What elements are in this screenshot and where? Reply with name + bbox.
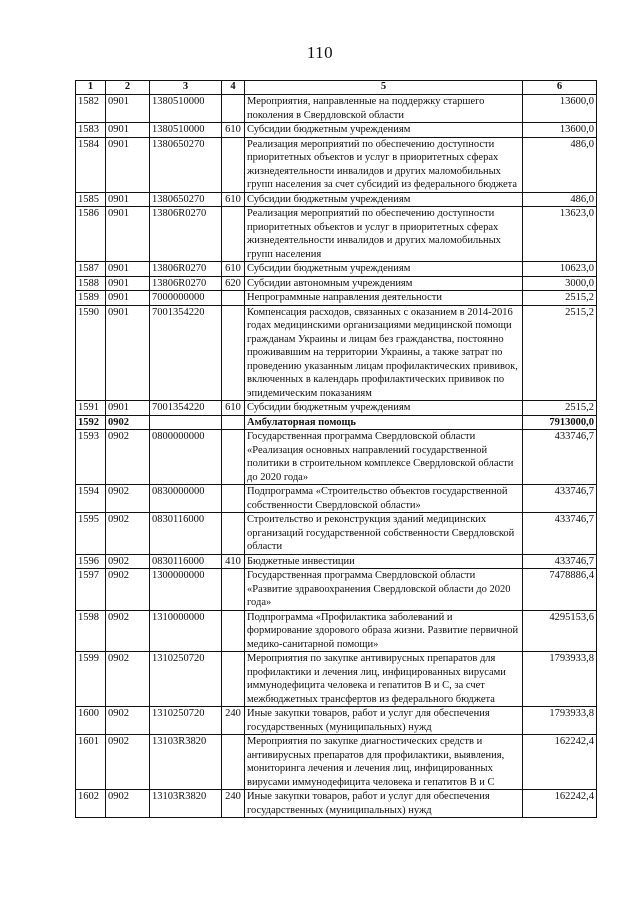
description-cell: Бюджетные инвестиции bbox=[245, 554, 523, 569]
description-cell: Непрограммные направления деятельности bbox=[245, 291, 523, 306]
column-header: 5 bbox=[245, 81, 523, 95]
row-number-cell: 1594 bbox=[76, 485, 106, 513]
section-code-cell: 0902 bbox=[106, 430, 150, 485]
expense-type-cell: 610 bbox=[222, 262, 245, 277]
amount-cell: 13600,0 bbox=[523, 95, 597, 123]
description-cell: Государственная программа Свердловской области «Развитие здравоохранения Свердловской области до 2020 года» bbox=[245, 569, 523, 611]
target-code-cell: 1310250720 bbox=[150, 707, 222, 735]
target-code-cell: 13806R0270 bbox=[150, 262, 222, 277]
row-number-cell: 1591 bbox=[76, 401, 106, 416]
target-code-cell: 7001354220 bbox=[150, 401, 222, 416]
section-code-cell: 0902 bbox=[106, 735, 150, 790]
amount-cell: 13600,0 bbox=[523, 123, 597, 138]
section-code-cell: 0901 bbox=[106, 291, 150, 306]
description-cell: Реализация мероприятий по обеспечению доступности приоритетных объектов и услуг в приоритетных сферах жизнедеятельности инвалидов и других маломобильных групп населения за счет субсидий из федерального бюджета bbox=[245, 137, 523, 192]
amount-cell: 4295153,6 bbox=[523, 610, 597, 652]
row-number-cell: 1584 bbox=[76, 137, 106, 192]
expense-type-cell: 610 bbox=[222, 123, 245, 138]
column-header: 6 bbox=[523, 81, 597, 95]
row-number-cell: 1598 bbox=[76, 610, 106, 652]
expense-type-cell bbox=[222, 305, 245, 401]
amount-cell: 2515,2 bbox=[523, 401, 597, 416]
table-row bbox=[76, 652, 597, 707]
section-code-cell: 0902 bbox=[106, 485, 150, 513]
table-row bbox=[76, 554, 597, 569]
table-row bbox=[76, 305, 597, 401]
target-code-cell: 1380510000 bbox=[150, 123, 222, 138]
description-cell: Субсидии бюджетным учреждениям bbox=[245, 123, 523, 138]
section-code-cell: 0902 bbox=[106, 652, 150, 707]
target-code-cell: 0830116000 bbox=[150, 513, 222, 555]
row-number-cell: 1592 bbox=[76, 415, 106, 430]
section-code-cell: 0901 bbox=[106, 192, 150, 207]
amount-cell: 1793933,8 bbox=[523, 707, 597, 735]
table-row bbox=[76, 707, 597, 735]
section-code-cell: 0902 bbox=[106, 569, 150, 611]
expense-type-cell: 610 bbox=[222, 401, 245, 416]
section-code-cell: 0901 bbox=[106, 207, 150, 262]
target-code-cell: 1380650270 bbox=[150, 192, 222, 207]
row-number-cell: 1593 bbox=[76, 430, 106, 485]
row-number-cell: 1599 bbox=[76, 652, 106, 707]
table-row bbox=[76, 207, 597, 262]
amount-cell: 3000,0 bbox=[523, 276, 597, 291]
row-number-cell: 1587 bbox=[76, 262, 106, 277]
description-cell: Иные закупки товаров, работ и услуг для обеспечения государственных (муниципальных) нужд bbox=[245, 790, 523, 818]
table-row bbox=[76, 192, 597, 207]
description-cell: Строительство и реконструкция зданий медицинских организаций государственной собственности Свердловской области bbox=[245, 513, 523, 555]
table-row bbox=[76, 95, 597, 123]
expense-type-cell bbox=[222, 610, 245, 652]
row-number-cell: 1585 bbox=[76, 192, 106, 207]
description-cell: Мероприятия, направленные на поддержку старшего поколения в Свердловской области bbox=[245, 95, 523, 123]
expense-type-cell bbox=[222, 415, 245, 430]
row-number-cell: 1586 bbox=[76, 207, 106, 262]
row-number-cell: 1600 bbox=[76, 707, 106, 735]
amount-cell: 7478886,4 bbox=[523, 569, 597, 611]
target-code-cell: 0830116000 bbox=[150, 554, 222, 569]
row-number-cell: 1595 bbox=[76, 513, 106, 555]
target-code-cell: 1310000000 bbox=[150, 610, 222, 652]
column-header: 4 bbox=[222, 81, 245, 95]
expense-type-cell: 620 bbox=[222, 276, 245, 291]
row-number-cell: 1583 bbox=[76, 123, 106, 138]
description-cell: Подпрограмма «Профилактика заболеваний и формирование здорового образа жизни. Развитие первичной медико-санитарной помощи» bbox=[245, 610, 523, 652]
table-row bbox=[76, 430, 597, 485]
table-row bbox=[76, 569, 597, 611]
section-code-cell: 0901 bbox=[106, 137, 150, 192]
description-cell: Субсидии бюджетным учреждениям bbox=[245, 401, 523, 416]
expense-type-cell bbox=[222, 430, 245, 485]
expense-type-cell bbox=[222, 95, 245, 123]
row-number-cell: 1596 bbox=[76, 554, 106, 569]
table-row bbox=[76, 262, 597, 277]
column-header: 3 bbox=[150, 81, 222, 95]
target-code-cell bbox=[150, 415, 222, 430]
header-row bbox=[76, 81, 597, 95]
column-header: 1 bbox=[76, 81, 106, 95]
description-cell: Субсидии бюджетным учреждениям bbox=[245, 262, 523, 277]
expense-type-cell: 240 bbox=[222, 707, 245, 735]
section-code-cell: 0901 bbox=[106, 305, 150, 401]
amount-cell: 433746,7 bbox=[523, 485, 597, 513]
description-cell: Компенсация расходов, связанных с оказанием в 2014-2016 годах медицинскими организациями медицинской помощи гражданам Украины и лицам без гражданства, постоянно проживавшим на территории Украины, а также затрат по проведению указанным лицам профилактических прививок, включенных в календарь профилактических прививок по эпидемическим показаниям bbox=[245, 305, 523, 401]
description-cell: Субсидии бюджетным учреждениям bbox=[245, 192, 523, 207]
amount-cell: 433746,7 bbox=[523, 554, 597, 569]
page-number: 110 bbox=[306, 43, 334, 62]
amount-cell: 13623,0 bbox=[523, 207, 597, 262]
table-row bbox=[76, 485, 597, 513]
section-code-cell: 0901 bbox=[106, 276, 150, 291]
expense-type-cell bbox=[222, 485, 245, 513]
expense-type-cell bbox=[222, 291, 245, 306]
description-cell: Государственная программа Свердловской области «Реализация основных направлений государственной политики в строительном комплексе Свердловской области до 2020 года» bbox=[245, 430, 523, 485]
section-code-cell: 0901 bbox=[106, 262, 150, 277]
target-code-cell: 13103R3820 bbox=[150, 735, 222, 790]
budget-table bbox=[75, 80, 597, 818]
amount-cell: 7913000,0 bbox=[523, 415, 597, 430]
amount-cell: 2515,2 bbox=[523, 305, 597, 401]
section-code-cell: 0902 bbox=[106, 554, 150, 569]
expense-type-cell bbox=[222, 652, 245, 707]
row-number-cell: 1602 bbox=[76, 790, 106, 818]
row-number-cell: 1582 bbox=[76, 95, 106, 123]
description-cell: Мероприятия по закупке антивирусных препаратов для профилактики и лечения лиц, инфицированных вирусами иммунодефицита человека и гепатитов В и С, за счет межбюджетных трансфертов из федерального бюджета bbox=[245, 652, 523, 707]
section-code-cell: 0902 bbox=[106, 415, 150, 430]
table-row bbox=[76, 415, 597, 430]
row-number-cell: 1588 bbox=[76, 276, 106, 291]
expense-type-cell: 410 bbox=[222, 554, 245, 569]
expense-type-cell bbox=[222, 137, 245, 192]
expense-type-cell: 610 bbox=[222, 192, 245, 207]
table-row bbox=[76, 401, 597, 416]
expense-type-cell bbox=[222, 207, 245, 262]
description-cell: Подпрограмма «Строительство объектов государственной собственности Свердловской области» bbox=[245, 485, 523, 513]
row-number-cell: 1590 bbox=[76, 305, 106, 401]
table-body bbox=[76, 95, 597, 818]
description-cell: Амбулаторная помощь bbox=[245, 415, 523, 430]
target-code-cell: 13103R3820 bbox=[150, 790, 222, 818]
section-code-cell: 0902 bbox=[106, 790, 150, 818]
amount-cell: 10623,0 bbox=[523, 262, 597, 277]
amount-cell: 1793933,8 bbox=[523, 652, 597, 707]
target-code-cell: 7001354220 bbox=[150, 305, 222, 401]
amount-cell: 486,0 bbox=[523, 192, 597, 207]
description-cell: Мероприятия по закупке диагностических средств и антивирусных препаратов для профилактики, выявления, мониторинга лечения и лечения лиц, инфицированных вирусами иммунодефицита человека и гепатитов В и С bbox=[245, 735, 523, 790]
table-row bbox=[76, 123, 597, 138]
table-row bbox=[76, 513, 597, 555]
section-code-cell: 0902 bbox=[106, 707, 150, 735]
section-code-cell: 0901 bbox=[106, 95, 150, 123]
column-header: 2 bbox=[106, 81, 150, 95]
amount-cell: 2515,2 bbox=[523, 291, 597, 306]
target-code-cell: 1310250720 bbox=[150, 652, 222, 707]
target-code-cell: 1380650270 bbox=[150, 137, 222, 192]
description-cell: Субсидии автономным учреждениям bbox=[245, 276, 523, 291]
section-code-cell: 0901 bbox=[106, 123, 150, 138]
target-code-cell: 0830000000 bbox=[150, 485, 222, 513]
section-code-cell: 0902 bbox=[106, 513, 150, 555]
target-code-cell: 7000000000 bbox=[150, 291, 222, 306]
row-number-cell: 1601 bbox=[76, 735, 106, 790]
expense-type-cell: 240 bbox=[222, 790, 245, 818]
target-code-cell: 1380510000 bbox=[150, 95, 222, 123]
row-number-cell: 1597 bbox=[76, 569, 106, 611]
expense-type-cell bbox=[222, 513, 245, 555]
amount-cell: 433746,7 bbox=[523, 513, 597, 555]
table-row bbox=[76, 735, 597, 790]
description-cell: Иные закупки товаров, работ и услуг для обеспечения государственных (муниципальных) нужд bbox=[245, 707, 523, 735]
section-code-cell: 0901 bbox=[106, 401, 150, 416]
section-code-cell: 0902 bbox=[106, 610, 150, 652]
amount-cell: 486,0 bbox=[523, 137, 597, 192]
amount-cell: 162242,4 bbox=[523, 790, 597, 818]
target-code-cell: 13806R0270 bbox=[150, 276, 222, 291]
row-number-cell: 1589 bbox=[76, 291, 106, 306]
table-row bbox=[76, 790, 597, 818]
description-cell: Реализация мероприятий по обеспечению доступности приоритетных объектов и услуг в приоритетных сферах жизнедеятельности инвалидов и других маломобильных групп населения bbox=[245, 207, 523, 262]
amount-cell: 433746,7 bbox=[523, 430, 597, 485]
expense-type-cell bbox=[222, 569, 245, 611]
expense-type-cell bbox=[222, 735, 245, 790]
table-row bbox=[76, 137, 597, 192]
table-row bbox=[76, 291, 597, 306]
table-row bbox=[76, 276, 597, 291]
amount-cell: 162242,4 bbox=[523, 735, 597, 790]
table-row bbox=[76, 610, 597, 652]
target-code-cell: 1300000000 bbox=[150, 569, 222, 611]
target-code-cell: 13806R0270 bbox=[150, 207, 222, 262]
target-code-cell: 0800000000 bbox=[150, 430, 222, 485]
